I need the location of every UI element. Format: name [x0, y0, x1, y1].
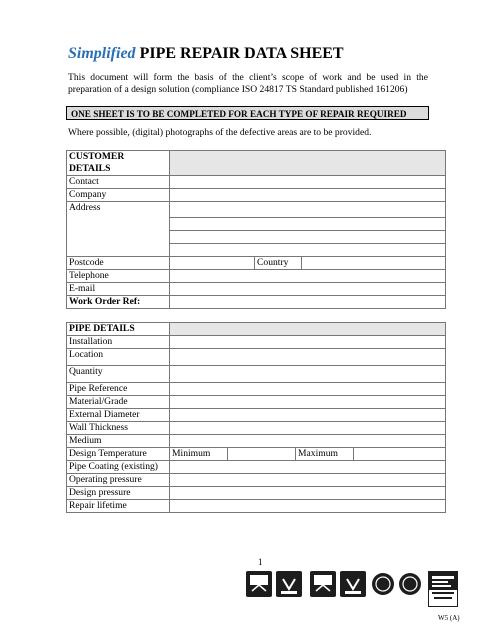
pipe-coating-field[interactable]: [170, 461, 446, 474]
minimum-label: Minimum: [170, 448, 228, 461]
title-brand: Simplified: [68, 45, 136, 62]
iso-mark-icon: [372, 573, 394, 595]
installation-field[interactable]: [170, 336, 446, 349]
photo-note: Where possible, (digital) photographs of the defective areas are to be provided.: [68, 127, 372, 138]
work-order-label: Work Order Ref:: [67, 296, 170, 309]
operating-pressure-label: Operating pressure: [67, 474, 170, 487]
contact-label: Contact: [67, 176, 170, 189]
company-label: Company: [67, 189, 170, 202]
repair-lifetime-label: Repair lifetime: [67, 500, 170, 513]
page-title: [68, 45, 344, 63]
certification-mark-icon: [246, 571, 272, 597]
wall-thickness-label: Wall Thickness: [67, 422, 170, 435]
telephone-field[interactable]: [170, 270, 446, 283]
lloyds-approval-band: [429, 590, 457, 604]
pipe-details-table: [66, 322, 446, 513]
lloyds-register-mark-icon: [429, 572, 457, 590]
medium-label: Medium: [67, 435, 170, 448]
pipe-reference-label: Pipe Reference: [67, 383, 170, 396]
customer-details-table: [66, 150, 446, 309]
iso-mark-2-icon: [399, 573, 421, 595]
customer-heading-shade: [170, 151, 446, 176]
design-pressure-field[interactable]: [170, 487, 446, 500]
instruction-banner: ONE SHEET IS TO BE COMPLETED FOR EACH TYPE OF REPAIR REQUIRED: [66, 106, 429, 120]
address-line-3-field[interactable]: [170, 231, 446, 244]
minimum-field[interactable]: [228, 448, 296, 461]
country-field[interactable]: [302, 257, 446, 270]
email-label: E-mail: [67, 283, 170, 296]
postcode-label: Postcode: [67, 257, 170, 270]
pipe-details-heading: PIPE DETAILS: [67, 323, 170, 336]
address-label: Address: [67, 202, 170, 257]
location-label: Location: [67, 349, 170, 366]
address-line-4-field[interactable]: [170, 244, 446, 257]
material-grade-field[interactable]: [170, 396, 446, 409]
pipe-heading-shade: [170, 323, 446, 336]
installation-label: Installation: [67, 336, 170, 349]
work-order-field[interactable]: [170, 296, 446, 309]
title-text: PIPE REPAIR DATA SHEET: [139, 45, 344, 62]
certification-logos: [246, 571, 476, 607]
ukas-mark-icon: [276, 571, 302, 597]
address-line-1-field[interactable]: [170, 202, 446, 218]
address-line-2-field[interactable]: [170, 218, 446, 231]
repair-lifetime-field[interactable]: [170, 500, 446, 513]
contact-field[interactable]: [170, 176, 446, 189]
external-diameter-label: External Diameter: [67, 409, 170, 422]
maximum-field[interactable]: [354, 448, 446, 461]
postcode-field[interactable]: [170, 257, 255, 270]
form-code: W5 (A): [438, 614, 460, 622]
lloyds-register-logo: [428, 571, 458, 607]
company-field[interactable]: [170, 189, 446, 202]
pipe-reference-field[interactable]: [170, 383, 446, 396]
wall-thickness-field[interactable]: [170, 422, 446, 435]
medium-field[interactable]: [170, 435, 446, 448]
location-field[interactable]: [170, 349, 446, 366]
intro-paragraph: This document will form the basis of the client’s scope of work and be used in the preparation of a design solution (compliance ISO 24817 TS Standard published 161206): [68, 72, 428, 95]
external-diameter-field[interactable]: [170, 409, 446, 422]
design-temperature-label: Design Temperature: [67, 448, 170, 461]
quantity-field[interactable]: [170, 366, 446, 383]
quantity-label: Quantity: [67, 366, 170, 383]
telephone-label: Telephone: [67, 270, 170, 283]
design-pressure-label: Design pressure: [67, 487, 170, 500]
page-number: 1: [258, 557, 263, 567]
customer-details-heading: CUSTOMER DETAILS: [67, 151, 170, 176]
maximum-label: Maximum: [296, 448, 354, 461]
operating-pressure-field[interactable]: [170, 474, 446, 487]
country-label: Country: [255, 257, 302, 270]
pipe-coating-label: Pipe Coating (existing): [67, 461, 170, 474]
ukas-mark-2-icon: [340, 571, 366, 597]
email-field[interactable]: [170, 283, 446, 296]
certification-mark-2-icon: [310, 571, 336, 597]
material-grade-label: Material/Grade: [67, 396, 170, 409]
